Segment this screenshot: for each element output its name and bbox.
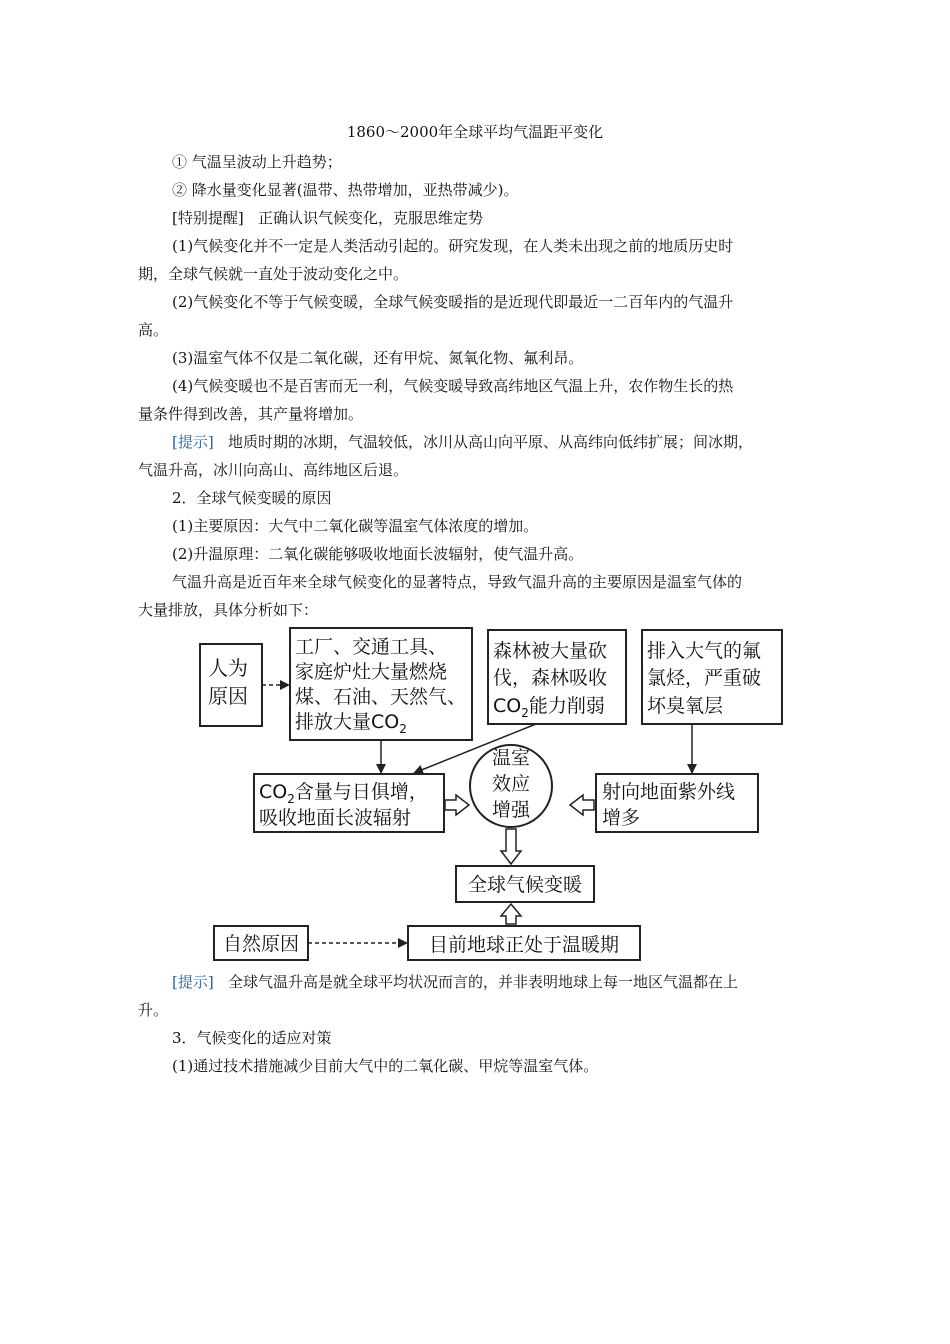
human-cause-text-2: 原因 xyxy=(208,684,248,708)
warm-period-text: 目前地球正处于温暖期 xyxy=(428,934,620,956)
industry-text-1: 工厂、交通工具、 xyxy=(295,636,448,658)
hint-2b: 升。 xyxy=(138,1001,169,1019)
trend-point-2: ② 降水量变化显著(温带、热带增加，亚热带减少)。 xyxy=(172,181,519,199)
section-2-p1: (1)主要原因：大气中二氧化碳等温室气体浓度的增加。 xyxy=(172,517,539,535)
cause-flow-diagram xyxy=(196,624,786,964)
hint-1-text: 地质时期的冰期，气温较低，冰川从高山向平原、从高纬向低纬扩展；间冰期， xyxy=(228,433,754,451)
section-2-intro-a: 气温升高是近百年来全球气候变化的显著特点，导致气温升高的主要原因是温室气体的 xyxy=(172,573,743,591)
special-reminder-tag: [特别提醒] xyxy=(172,209,244,227)
natural-cause-text: 自然原因 xyxy=(222,933,300,955)
section-3-p1: (1)通过技术措施减少目前大气中的二氧化碳、甲烷等温室气体。 xyxy=(172,1057,599,1075)
section-3-heading: 3．气候变化的适应对策 xyxy=(172,1029,332,1047)
note-1a: (1)气候变化并不一定是人类活动引起的。研究发现，在人类未出现之前的地质历史时 xyxy=(172,237,734,255)
hint-1a xyxy=(172,432,753,452)
section-2-intro-b: 大量排放，具体分析如下： xyxy=(138,601,319,619)
cfc-text-1: 排入大气的氟 xyxy=(647,640,762,662)
uv-text-2: 增多 xyxy=(602,807,641,829)
note-4b: 量条件得到改善，其产量将增加。 xyxy=(138,405,364,423)
greenhouse-text-2: 效应 xyxy=(491,773,531,795)
co2-box-text-1: $CO_2$含量与日俱增， xyxy=(259,781,428,806)
co2-box-text-2: 吸收地面长波辐射 xyxy=(259,807,412,829)
industry-text-3: 煤、石油、天然气、 xyxy=(295,686,467,708)
chart-caption: 1860～2000年全球平均气温距平变化 xyxy=(346,123,604,141)
forest-text-1: 森林被大量砍 xyxy=(493,640,608,662)
uv-text-1: 射向地面紫外线 xyxy=(602,781,736,803)
hint-1b: 气温升高，冰川向高山、高纬地区后退。 xyxy=(138,461,409,479)
hint-2a xyxy=(172,972,738,992)
industry-text-2: 家庭炉灶大量燃烧 xyxy=(295,661,448,683)
warming-text: 全球气候变暖 xyxy=(467,874,583,896)
greenhouse-text-1: 温室 xyxy=(491,747,531,769)
cfc-text-2: 氯烃，严重破 xyxy=(647,667,762,689)
hint-2-tag: [提示] xyxy=(172,973,214,991)
special-reminder xyxy=(172,208,483,228)
hint-2-text: 全球气温升高是就全球平均状况而言的，并非表明地球上每一地区气温都在上 xyxy=(228,973,739,991)
note-2a: (2)气候变化不等于气候变暖，全球气候变暖指的是近现代即最近一二百年内的气温升 xyxy=(172,293,734,311)
section-2-heading: 2．全球气候变暖的原因 xyxy=(172,489,332,507)
hollow-arrow-warm-to-warming xyxy=(501,904,521,924)
note-4a: (4)气候变暖也不是百害而无一利，气候变暖导致高纬地区气温上升，农作物生长的热 xyxy=(172,377,734,395)
industry-text-4: 排放大量$CO_2$ xyxy=(295,711,407,736)
special-reminder-text: 正确认识气候变化，克服思维定势 xyxy=(258,209,484,227)
forest-text-3: $CO_2$能力削弱 xyxy=(493,695,605,720)
hollow-arrow-uv-to-greenhouse xyxy=(570,795,594,815)
note-2b: 高。 xyxy=(138,321,169,339)
hollow-arrow-co2-to-greenhouse xyxy=(445,795,469,815)
hollow-arrow-greenhouse-to-warming xyxy=(501,829,521,864)
note-1b: 期，全球气候就一直处于波动变化之中。 xyxy=(138,265,409,283)
hint-1-tag: [提示] xyxy=(172,433,214,451)
forest-text-2: 伐，森林吸收 xyxy=(493,667,608,689)
note-3: (3)温室气体不仅是二氧化碳，还有甲烷、氮氧化物、氟利昂。 xyxy=(172,349,584,367)
trend-point-1: ① 气温呈波动上升趋势； xyxy=(172,153,342,171)
section-2-p2: (2)升温原理：二氧化碳能够吸收地面长波辐射，使气温升高。 xyxy=(172,545,584,563)
greenhouse-text-3: 增强 xyxy=(491,799,531,821)
human-cause-text-1: 人为 xyxy=(208,656,248,680)
cfc-text-3: 坏臭氧层 xyxy=(647,695,724,717)
